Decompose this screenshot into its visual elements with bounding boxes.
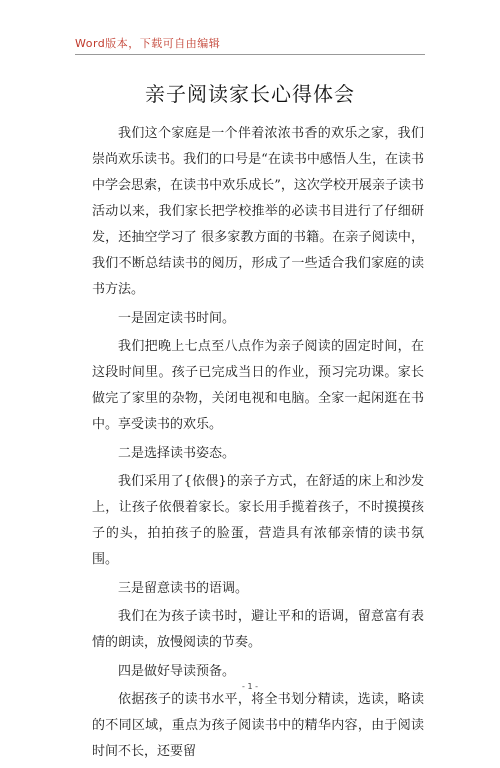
section-heading: 三是留意读书的语调。 (118, 580, 249, 596)
paragraph: 依据孩子的读书水平，将全书划分精读，选读，略读的不同区域，重点为孩子阅读书中的精华内容，由于阅读时间不长，还要留 (92, 692, 424, 759)
paragraph: 我们采用了{依偎}的亲子方式，在舒适的床上和沙发上，让孩子依偎着家长。家长用手揽着孩子，不时摸摸孩子的头，拍拍孩子的脸蛋，营造具有浓郁亲情的读书氛围。 (92, 474, 424, 567)
paragraph: 我们在为孩子读书时，避让平和的语调，留意富有表情的朗读，放慢阅读的节奏。 (92, 609, 424, 650)
section-heading: 一是固定读书时间。 (118, 310, 236, 326)
paragraph: 我们把晚上七点至八点作为亲子阅读的固定时间，在这段时间里。孩子已完成当日的作业，预习完功课。家长做完了家里的杂物，关闭电视和电脑。全家一起闲逛在书中。享受读书的欢乐。 (92, 339, 424, 432)
page-number: - 1 - (242, 682, 258, 691)
section-heading: 二是选择读书姿态。 (118, 445, 236, 461)
document-title: 亲子阅读家长心得体会 (145, 82, 355, 106)
document-body (92, 121, 424, 768)
header-watermark-text: Word版本，下载可自由编辑 (75, 37, 221, 50)
paragraph: 我们这个家庭是一个伴着浓浓书香的欢乐之家，我们崇尚欢乐读书。我们的口号是“在读书中感悟人生，在读书中学会思索，在读书中欢乐成长”，这次学校开展亲子读书活动以来，我们家长把学校推举的必读书目进行了仔细研发，还抽空学习了 很多家教方面的书籍。在亲子阅读中，我们不断总结读书的阅历，形成了一些适合我们家庭的读书方法。 (92, 126, 424, 297)
header-divider (75, 54, 425, 55)
section-heading: 四是做好导读预备。 (118, 663, 236, 679)
